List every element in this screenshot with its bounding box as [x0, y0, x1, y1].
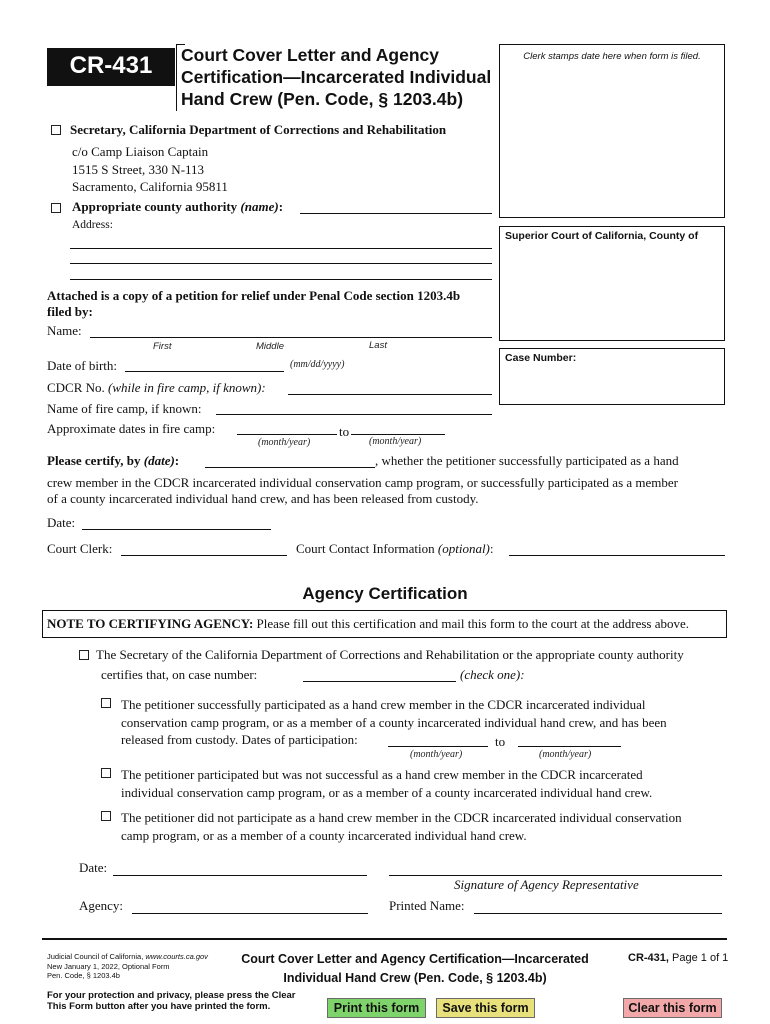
cdcr-address	[72, 143, 228, 196]
county-address-label: Address:	[72, 219, 113, 231]
form-id: CR-431	[69, 52, 153, 79]
county-name-line[interactable]	[300, 213, 492, 214]
cdcr-recipient-label: Secretary, California Department of Corrections and Rehabilitation	[70, 122, 447, 137]
agency-note-bold: NOTE TO CERTIFYING AGENCY:	[47, 616, 254, 631]
privacy-line1: For your protection and privacy, please press the Clear	[47, 990, 296, 1001]
participation-start-line[interactable]	[388, 746, 488, 747]
certify-line2: crew member in the CDCR incarcerated individual conservation camp program, or successfully participated as a member	[47, 475, 678, 490]
court-box-label: Superior Court of California, County of	[505, 230, 699, 242]
court-contact-colon: :	[489, 541, 494, 556]
agency-note	[47, 616, 689, 632]
form-title-line3: Hand Crew (Pen. Code, § 1203.4b)	[181, 89, 464, 109]
fire-camp-end-hint: (month/year)	[369, 436, 422, 447]
agency-intro-line2: certifies that, on case number:	[101, 667, 258, 682]
cdcr-number-line[interactable]	[288, 394, 492, 395]
footer-council-row	[47, 952, 208, 962]
attached-line2: filed by:	[47, 304, 93, 319]
certify-request	[47, 453, 179, 469]
agency-date-label: Date:	[79, 860, 108, 875]
option-not-participated-line1: The petitioner did not participate as a hand crew member in the CDCR incarcerated individual conservation	[121, 810, 682, 825]
county-checkbox[interactable]	[51, 203, 61, 213]
county-address-line3[interactable]	[70, 279, 492, 280]
fire-camp-line[interactable]	[216, 414, 492, 415]
certify-date-line[interactable]	[205, 467, 375, 468]
footer-form-id: CR-431,	[628, 952, 669, 964]
agency-intro-line1: The Secretary of the California Department of Corrections and Rehabilitation or the appropriate county authority	[96, 647, 684, 662]
privacy-line2: This Form button after you have printed the form.	[47, 1001, 271, 1012]
footer-rule	[42, 938, 727, 940]
agency-date-line[interactable]	[113, 875, 367, 876]
form-title	[181, 44, 491, 110]
middle-name-hint: Middle	[256, 341, 284, 352]
cdcr-number-label: CDCR No.	[47, 380, 105, 395]
certify-suffix: , whether the petitioner successfully participated as a hand	[375, 453, 679, 468]
court-box[interactable]	[499, 226, 725, 341]
privacy-note	[47, 990, 295, 1012]
option-unsuccessful-line2: individual conservation camp program, or as a member of a county incarcerated individual hand crew.	[121, 784, 653, 800]
fire-camp-start-hint: (month/year)	[258, 437, 311, 448]
option-successful-line2: conservation camp program, or as a member of a county incarcerated individual hand crew, and has been	[121, 714, 667, 730]
county-recipient-label	[72, 199, 283, 215]
footer-title-line1: Court Cover Letter and Agency Certification—Incarcerated	[241, 952, 589, 966]
request-date-line[interactable]	[82, 529, 271, 530]
first-name-hint: First	[153, 341, 172, 352]
case-number-label: Case Number:	[505, 352, 577, 364]
option-not-participated-text	[121, 809, 682, 844]
agency-name-label: Agency:	[79, 898, 124, 913]
footer-title-line2: Individual Hand Crew (Pen. Code, § 1203.4b)	[283, 971, 547, 985]
option-unsuccessful-text	[121, 766, 652, 801]
attached-line1: Attached is a copy of a petition for relief under Penal Code section 1203.4b	[47, 288, 461, 303]
fire-camp-to: to	[339, 424, 350, 439]
clerk-stamp-note: Clerk stamps date here when form is filed.	[523, 51, 701, 62]
signature-label: Signature of Agency Representative	[454, 877, 639, 892]
footer-code-note: Pen. Code, § 1203.4b	[47, 971, 120, 980]
clerk-stamp-box[interactable]	[499, 44, 725, 218]
certify-line3: of a county incarcerated individual hand crew, and has been released from custody.	[47, 491, 479, 506]
county-address-line1[interactable]	[70, 248, 492, 249]
agency-heading: Agency Certification	[302, 584, 468, 603]
save-form-button[interactable]: Save this form	[436, 998, 535, 1018]
certify-date-hint: (date)	[143, 453, 175, 468]
participation-start-hint: (month/year)	[410, 749, 463, 760]
option-successful-checkbox[interactable]	[101, 698, 111, 708]
court-contact-line[interactable]	[509, 555, 725, 556]
fire-camp-dates-label: Approximate dates in fire camp:	[47, 421, 216, 436]
cdcr-address-line3: Sacramento, California 95811	[72, 179, 228, 194]
footer-page-label: Page 1 of 1	[672, 952, 729, 964]
attached-statement	[47, 288, 460, 320]
option-successful-text	[121, 696, 667, 749]
cdcr-address-line2: 1515 S Street, 330 N-113	[72, 161, 205, 177]
clear-form-button[interactable]: Clear this form	[623, 998, 722, 1018]
footer-council: Judicial Council of California,	[47, 952, 144, 961]
court-contact-hint: (optional)	[437, 541, 490, 556]
agency-certifies-checkbox[interactable]	[79, 650, 89, 660]
option-successful-line1: The petitioner successfully participated as a hand crew member in the CDCR incarcerated individual	[121, 697, 646, 712]
agency-note-text: Please fill out this certification and mail this form to the court at the address above.	[256, 616, 690, 631]
fire-camp-end-line[interactable]	[351, 434, 445, 435]
certify-colon: :	[174, 453, 180, 468]
fire-camp-label: Name of fire camp, if known:	[47, 401, 202, 416]
agency-name-line[interactable]	[132, 913, 368, 914]
fire-camp-start-line[interactable]	[237, 434, 337, 435]
court-clerk-label: Court Clerk:	[47, 541, 113, 556]
county-colon: :	[278, 199, 284, 214]
cdcr-address-line1: c/o Camp Liaison Captain	[72, 144, 209, 159]
footer-page	[628, 952, 728, 964]
last-name-hint: Last	[369, 340, 387, 351]
form-title-line1: Court Cover Letter and Agency	[181, 45, 440, 65]
name-label: Name:	[47, 323, 82, 338]
agency-check-one: (check one):	[460, 667, 525, 682]
footer-website[interactable]: www.courts.ca.gov	[145, 952, 208, 961]
dob-hint: (mm/dd/yyyy)	[290, 359, 345, 370]
county-address-line2[interactable]	[70, 263, 492, 264]
court-clerk-line[interactable]	[121, 555, 287, 556]
participation-to: to	[495, 734, 506, 749]
footer-title	[212, 950, 618, 988]
participation-end-line[interactable]	[518, 746, 621, 747]
agency-case-number-line[interactable]	[303, 681, 456, 682]
print-form-button[interactable]: Print this form	[327, 998, 426, 1018]
form-id-badge	[47, 48, 175, 86]
county-label: Appropriate county authority	[72, 199, 238, 214]
printed-name-line[interactable]	[474, 913, 722, 914]
cdcr-checkbox[interactable]	[51, 125, 61, 135]
court-contact-label: Court Contact Information	[296, 541, 435, 556]
name-input-line[interactable]	[90, 337, 492, 338]
printed-name-label: Printed Name:	[389, 898, 465, 913]
cdcr-number-hint: (while in fire camp, if known):	[108, 380, 266, 395]
option-unsuccessful-line1: The petitioner participated but was not successful as a hand crew member in the CDCR incarcerated	[121, 767, 643, 782]
option-successful-line3: released from custody. Dates of participation:	[121, 732, 358, 747]
court-contact-row	[296, 541, 494, 557]
form-title-line2: Certification—Incarcerated Individual	[181, 67, 492, 87]
county-name-hint: (name)	[240, 199, 279, 214]
option-unsuccessful-checkbox[interactable]	[101, 768, 111, 778]
signature-line[interactable]	[389, 875, 722, 876]
option-not-participated-line2: camp program, or as a member of a county incarcerated individual hand crew.	[121, 827, 527, 843]
request-date-label: Date:	[47, 515, 76, 530]
footer-date-note: New January 1, 2022, Optional Form	[47, 961, 170, 971]
option-not-participated-checkbox[interactable]	[101, 811, 111, 821]
dob-input-line[interactable]	[125, 371, 284, 372]
dob-label: Date of birth:	[47, 358, 118, 373]
cdcr-number-row	[47, 380, 266, 396]
footer-meta	[47, 952, 208, 981]
participation-end-hint: (month/year)	[539, 749, 592, 760]
certify-prefix: Please certify, by	[47, 453, 141, 468]
